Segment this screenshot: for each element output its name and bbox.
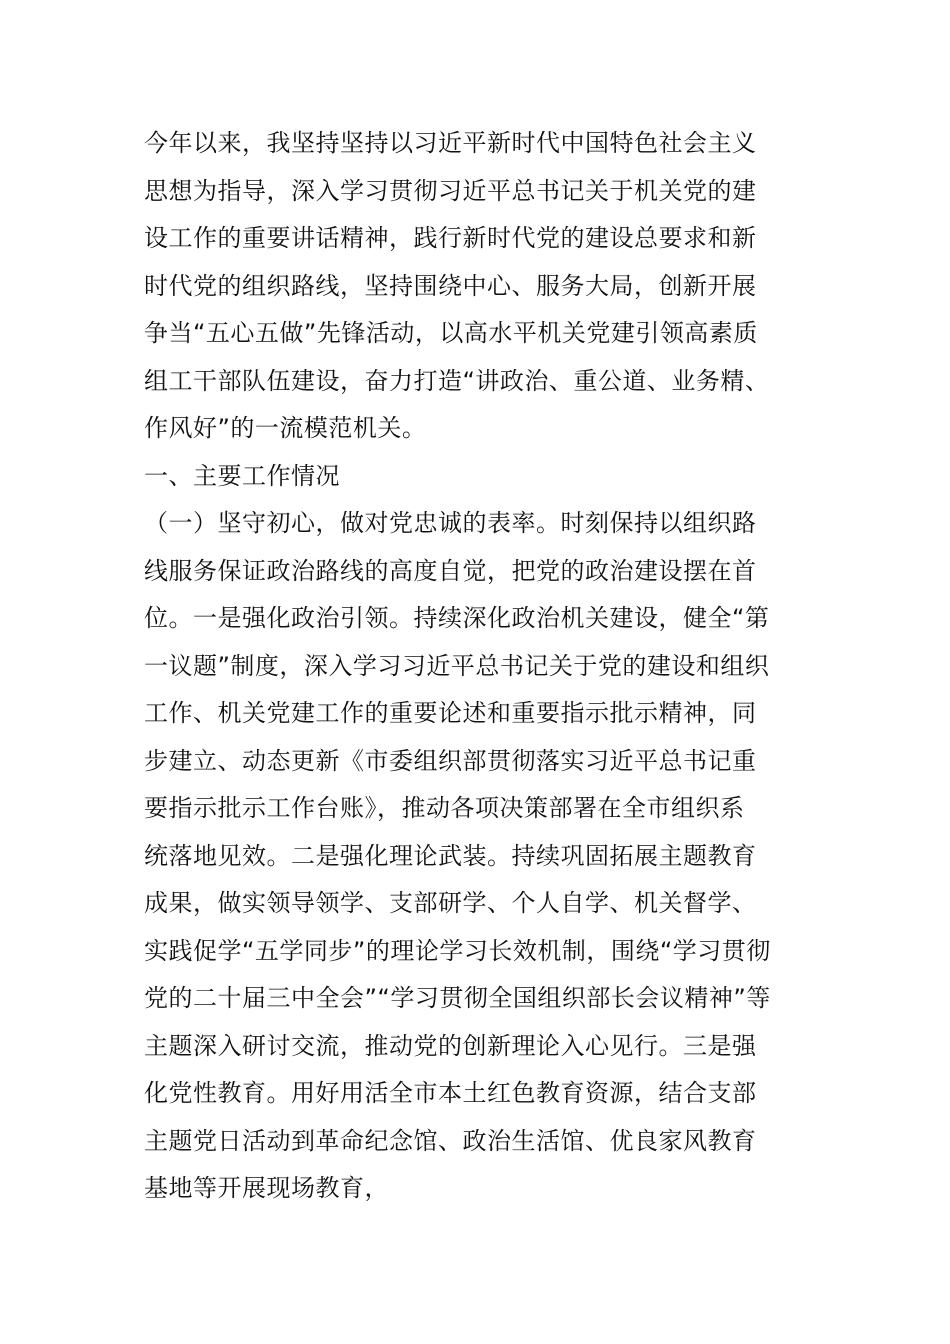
body-line: 要指示批示工作台账》，推动各项决策部署在全市组织系	[144, 794, 745, 822]
intro-line: 时代党的组织路线，坚持围绕中心、服务大局，创新开展	[144, 271, 757, 300]
intro-line: 作风好”的一流模范机关。	[144, 414, 427, 442]
body-line: 统落地见效。二是强化理论武装。持续巩固拓展主题教育	[144, 841, 757, 870]
intro-line: 争当“五心五做”先锋活动，以高水平机关党建引领高素质	[144, 319, 758, 347]
body-line: 工作、机关党建工作的重要论述和重要指示批示精神，同	[144, 699, 757, 727]
body-line: 化党性教育。用好用活全市本土红色教育资源，结合支部	[144, 1079, 757, 1107]
body-line: 步建立、动态更新《市委组织部贯彻落实习近平总书记重	[144, 746, 757, 775]
body-line: 线服务保证政治路线的高度自觉，把党的政治建设摆在首	[144, 556, 757, 585]
body-line: 实践促学“五学同步”的理论学习长效机制，围绕“学习贯彻	[144, 936, 771, 965]
body-line: 位。一是强化政治引领。持续深化政治机关建设，健全“第	[144, 604, 770, 632]
section-heading: 一、主要工作情况	[144, 461, 340, 490]
body-line: 成果，做实领导领学、支部研学、个人自学、机关督学、	[144, 889, 757, 917]
document-body	[144, 120, 812, 1213]
body-line: 基地等开展现场教育，	[144, 1174, 389, 1202]
body-line: 主题深入研讨交流，推动党的创新理论入心见行。三是强	[144, 1031, 757, 1060]
intro-line: 今年以来，我坚持坚持以习近平新时代中国特色社会主义	[144, 129, 757, 157]
body-line: （一）坚守初心，做对党忠诚的表率。时刻保持以组织路	[144, 509, 757, 537]
intro-line: 组工干部队伍建设，奋力打造“讲政治、重公道、业务精、	[144, 366, 770, 395]
body-line: 党的二十届三中全会”“学习贯彻全国组织部长会议精神”等	[144, 984, 771, 1012]
intro-line: 设工作的重要讲话精神，践行新时代党的建设总要求和新	[144, 224, 757, 252]
intro-line: 思想为指导，深入学习贯彻习近平总书记关于机关党的建	[144, 176, 757, 205]
body-line: 一议题”制度，深入学习习近平总书记关于党的建设和组织	[144, 651, 770, 680]
body-line: 主题党日活动到革命纪念馆、政治生活馆、优良家风教育	[144, 1126, 757, 1155]
